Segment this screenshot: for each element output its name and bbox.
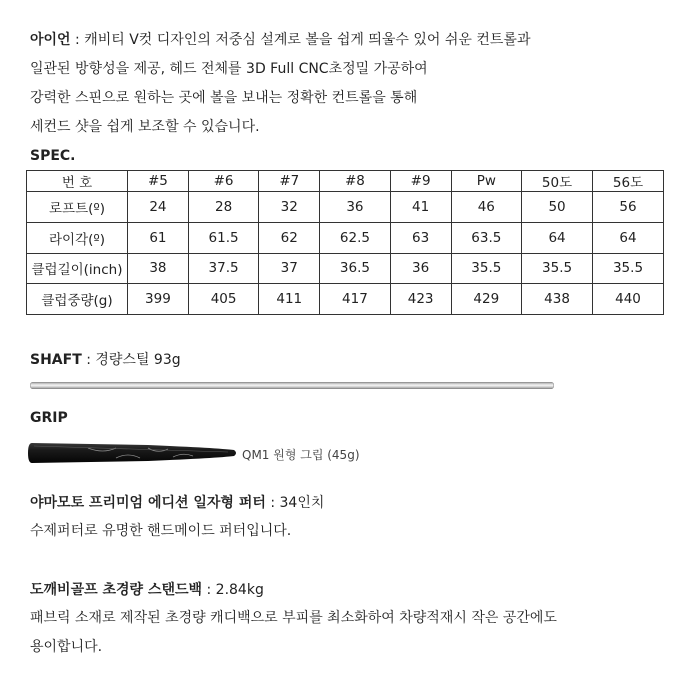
table-cell: 41 <box>390 192 451 223</box>
table-cell: 38 <box>128 253 189 284</box>
spec-column-header: 56도 <box>593 171 664 192</box>
putter-title: 야마모토 프리미엄 에디션 일자형 퍼터 <box>30 495 266 511</box>
iron-description: : 캐비티 V컷 디자인의 저중심 설계로 볼을 쉽게 띄울수 있어 쉬운 컨트롤과 <box>70 32 531 48</box>
shaft-line <box>30 350 181 370</box>
table-cell: 50 <box>522 192 593 223</box>
iron-description-line-3: 강력한 스핀으로 원하는 곳에 볼을 보내는 정확한 컨트롤을 통해 <box>30 90 418 106</box>
spec-column-header: 번 호 <box>27 171 128 192</box>
grip-label: GRIP <box>30 410 68 426</box>
spec-heading: SPEC. <box>30 148 76 164</box>
spec-column-header: #6 <box>188 171 259 192</box>
table-cell: 28 <box>188 192 259 223</box>
table-cell: 35.5 <box>522 253 593 284</box>
table-cell: 438 <box>522 284 593 315</box>
table-cell: 405 <box>188 284 259 315</box>
iron-description-line-2: 일관된 방향성을 제공, 헤드 전체를 3D Full CNC초정밀 가공하여 <box>30 61 428 77</box>
spec-column-header: #8 <box>320 171 391 192</box>
table-cell: 36.5 <box>320 253 391 284</box>
spec-column-header: 50도 <box>522 171 593 192</box>
table-row <box>27 253 664 284</box>
table-cell: 63.5 <box>451 222 522 253</box>
table-cell: 36 <box>390 253 451 284</box>
table-cell: 46 <box>451 192 522 223</box>
table-cell: 61.5 <box>188 222 259 253</box>
grip-caption: QM1 원형 그립 (45g) <box>242 448 360 462</box>
table-cell: 64 <box>593 222 664 253</box>
putter-description: 수제퍼터로 유명한 핸드메이드 퍼터입니다. <box>30 523 292 539</box>
bag-value: : 2.84kg <box>202 582 264 598</box>
shaft-value: : 경량스틸 93g <box>81 352 181 368</box>
bag-description-line-2: 용이합니다. <box>30 639 103 655</box>
table-cell: 417 <box>320 284 391 315</box>
bag-title: 도깨비골프 초경량 스탠드백 <box>30 582 203 598</box>
table-row-label: 로프트(º) <box>27 192 128 223</box>
table-row <box>27 222 664 253</box>
table-cell: 35.5 <box>451 253 522 284</box>
table-row <box>27 284 664 315</box>
iron-description-line-1 <box>30 30 530 50</box>
table-row-label: 클럽길이(inch) <box>27 253 128 284</box>
table-row-label: 클럽중량(g) <box>27 284 128 315</box>
spec-column-header: #7 <box>259 171 320 192</box>
spec-column-header: #5 <box>128 171 189 192</box>
table-cell: 37 <box>259 253 320 284</box>
table-cell: 37.5 <box>188 253 259 284</box>
putter-line <box>30 493 324 513</box>
iron-title: 아이언 <box>30 32 71 48</box>
table-cell: 64 <box>522 222 593 253</box>
spec-table <box>26 170 664 315</box>
bag-description-line-1: 패브릭 소재로 제작된 초경량 캐디백으로 부피를 최소화하여 차량적재시 작은 공간에도 <box>30 610 557 626</box>
table-cell: 62.5 <box>320 222 391 253</box>
table-cell: 399 <box>128 284 189 315</box>
shaft-label: SHAFT <box>30 352 82 368</box>
spec-column-header: #9 <box>390 171 451 192</box>
table-cell: 56 <box>593 192 664 223</box>
table-row <box>27 192 664 223</box>
bag-line <box>30 580 264 600</box>
table-cell: 423 <box>390 284 451 315</box>
table-cell: 429 <box>451 284 522 315</box>
spec-header-row <box>27 171 664 192</box>
grip-image <box>28 440 238 466</box>
table-cell: 61 <box>128 222 189 253</box>
table-cell: 35.5 <box>593 253 664 284</box>
shaft-image <box>30 382 554 389</box>
table-cell: 24 <box>128 192 189 223</box>
putter-value: : 34인치 <box>265 495 325 511</box>
table-cell: 32 <box>259 192 320 223</box>
table-cell: 36 <box>320 192 391 223</box>
table-cell: 63 <box>390 222 451 253</box>
spec-column-header: Pw <box>451 171 522 192</box>
table-row-label: 라이각(º) <box>27 222 128 253</box>
table-cell: 62 <box>259 222 320 253</box>
table-cell: 440 <box>593 284 664 315</box>
iron-description-line-4: 세컨드 샷을 쉽게 보조할 수 있습니다. <box>30 119 260 135</box>
table-cell: 411 <box>259 284 320 315</box>
